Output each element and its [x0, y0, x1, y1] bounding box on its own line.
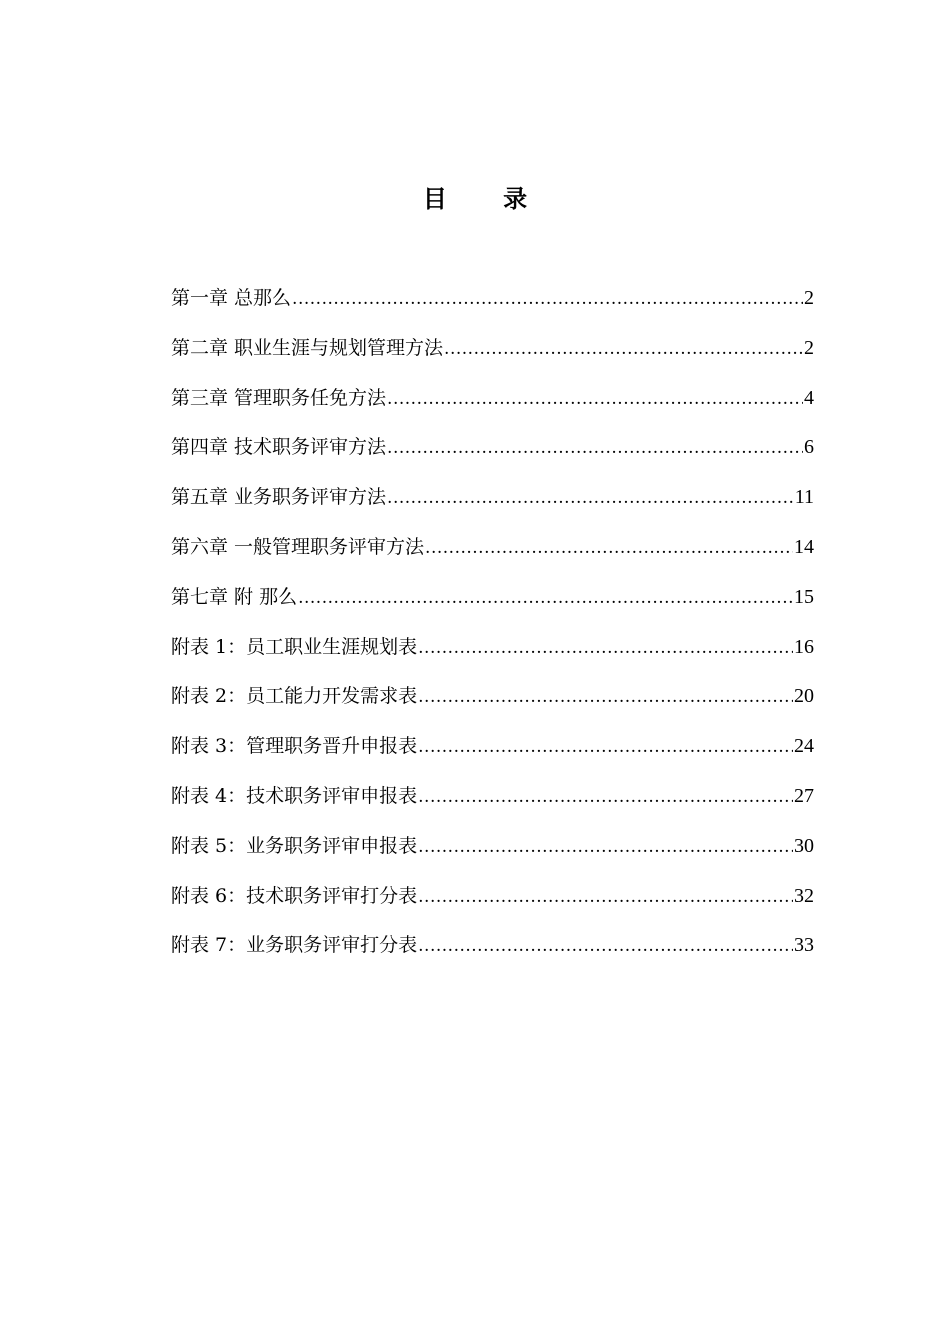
toc-entry-label: 第三章 管理职务任免方法: [171, 386, 387, 409]
toc-entry[interactable]: [171, 380, 814, 430]
toc-entry-label: 第六章 一般管理职务评审方法: [171, 535, 425, 558]
toc-entry[interactable]: [171, 579, 814, 629]
toc-entry-label: 第一章 总那么: [171, 287, 292, 309]
toc-entry-label: 附表 1：员工职业生涯规划表: [171, 635, 418, 658]
toc-entry[interactable]: [171, 728, 814, 778]
toc-entry-page: 15: [794, 585, 814, 608]
toc-entry-page: 14: [794, 535, 814, 558]
toc-entry-label: 第四章 技术职务评审方法: [171, 436, 387, 459]
toc-leader-dots: [418, 679, 793, 715]
toc-entry[interactable]: [171, 927, 814, 977]
toc-leader-dots: [418, 829, 793, 865]
toc-leader-dots: [418, 879, 793, 915]
toc-entry-page: 11: [794, 486, 814, 509]
toc-entry-page: 6: [804, 436, 814, 459]
toc-entry-page: 24: [794, 735, 814, 758]
toc-entry[interactable]: [171, 778, 814, 828]
toc-leader-dots: [387, 480, 794, 516]
toc-entry-page: 16: [794, 635, 814, 658]
toc-entry-page: 32: [794, 884, 814, 907]
toc-entry[interactable]: [171, 678, 814, 728]
toc-entry[interactable]: [171, 529, 814, 579]
toc-entry[interactable]: [171, 629, 814, 679]
toc-entry-page: 20: [794, 685, 814, 708]
toc-entry-label: 第二章 职业生涯与规划管理方法: [171, 336, 444, 359]
toc-entry-label: 附表 2：员工能力开发需求表: [171, 685, 418, 708]
toc-entry-page: 33: [794, 934, 814, 957]
toc-leader-dots: [425, 530, 793, 566]
toc-entry[interactable]: [171, 828, 814, 878]
toc-leader-dots: [292, 281, 803, 317]
toc-entry-page: 2: [804, 336, 814, 359]
toc-entry-label: 附表 6：技术职务评审打分表: [171, 884, 418, 907]
toc-entry-label: 第七章 附 那么: [171, 585, 298, 608]
toc-entry[interactable]: [171, 330, 814, 380]
toc-leader-dots: [444, 331, 803, 367]
toc-list: [171, 280, 814, 977]
toc-title: 目 录: [422, 185, 552, 213]
toc-entry[interactable]: [171, 280, 814, 330]
toc-leader-dots: [387, 381, 803, 417]
toc-leader-dots: [418, 779, 793, 815]
toc-entry-label: 附表 3：管理职务晋升申报表: [171, 735, 418, 758]
toc-entry[interactable]: [171, 479, 814, 529]
toc-entry[interactable]: [171, 429, 814, 479]
toc-leader-dots: [387, 430, 803, 466]
toc-leader-dots: [298, 580, 793, 616]
toc-entry-page: 4: [804, 386, 814, 409]
toc-leader-dots: [418, 630, 793, 666]
toc-entry-label: 附表 5：业务职务评审申报表: [171, 834, 418, 857]
toc-entry-page: 27: [794, 784, 814, 807]
toc-leader-dots: [418, 928, 793, 964]
toc-entry-label: 第五章 业务职务评审方法: [171, 486, 387, 509]
toc-entry-label: 附表 7：业务职务评审打分表: [171, 934, 418, 957]
toc-entry-page: 2: [804, 287, 814, 309]
toc-entry[interactable]: [171, 878, 814, 928]
toc-leader-dots: [418, 729, 793, 765]
toc-entry-page: 30: [794, 834, 814, 857]
toc-entry-label: 附表 4：技术职务评审申报表: [171, 784, 418, 807]
